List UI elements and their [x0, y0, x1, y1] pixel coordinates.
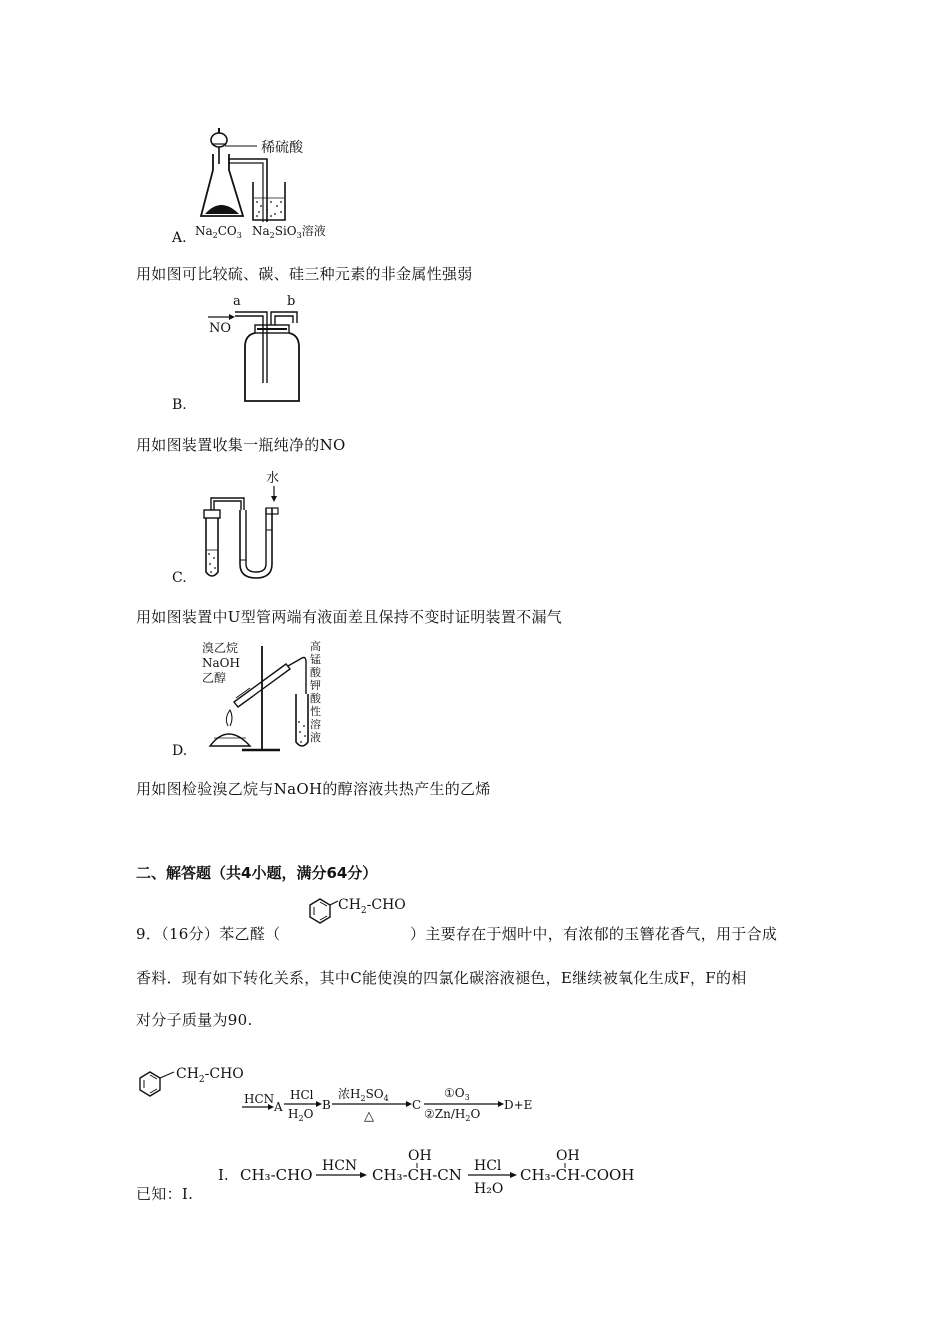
- option-a-text: 用如图可比较硫、碳、硅三种元素的非金属性强弱: [136, 265, 473, 283]
- alcohol-lamp: [210, 734, 250, 746]
- svg-text:乙醇: 乙醇: [202, 671, 227, 685]
- option-b-letter: B.: [172, 397, 187, 413]
- svg-text:NaOH: NaOH: [202, 656, 240, 670]
- svg-text:C: C: [412, 1098, 422, 1112]
- svg-text:CH₃-CH-COOH: CH₃-CH-COOH: [520, 1166, 635, 1184]
- svg-text:△: △: [364, 1109, 374, 1124]
- svg-text:锰: 锰: [310, 653, 321, 666]
- svg-text:水: 水: [266, 471, 280, 486]
- svg-text:CH₃-CHO: CH₃-CHO: [240, 1166, 313, 1184]
- svg-text:HCN: HCN: [244, 1092, 275, 1106]
- svg-text:溶: 溶: [310, 718, 321, 731]
- svg-text:HCN: HCN: [322, 1158, 358, 1174]
- figure-c-apparatus: [198, 468, 298, 582]
- figure-b-apparatus: [205, 295, 305, 407]
- svg-text:b: b: [287, 295, 296, 309]
- flask-reagent: $Na_2CO_3$: [195, 224, 242, 240]
- svg-text:OH: OH: [408, 1148, 432, 1164]
- svg-text:②Zn/H2O: ②Zn/$H_2O$: [424, 1107, 481, 1123]
- svg-text:酸: 酸: [310, 666, 321, 679]
- svg-text:溴乙烷: 溴乙烷: [202, 641, 239, 655]
- svg-text:A: A: [274, 1100, 283, 1114]
- svg-text:D+E: D+E: [504, 1098, 533, 1112]
- svg-text:CH2-CHO: $CH_2$-CHO: [176, 1066, 244, 1085]
- svg-text:H₂O: H₂O: [474, 1181, 504, 1197]
- q9-line2: 香料．现有如下转化关系，其中C能使溴的四氯化碳溶液褪色，E继续被氧化生成F，F的相: [136, 969, 747, 987]
- svg-text:a: a: [233, 295, 241, 309]
- collection-tube: [296, 694, 308, 746]
- section-heading: 二、解答题（共4小题，满分64分）: [136, 864, 378, 882]
- beaker: [253, 182, 285, 220]
- option-d-letter: D.: [172, 743, 188, 759]
- svg-text:性: 性: [310, 705, 321, 718]
- reagent-label: 稀硫酸: [261, 140, 303, 156]
- svg-text:I.: I.: [218, 1166, 229, 1184]
- option-d-text: 用如图检验溴乙烷与NaOH的醇溶液共热产生的乙烯: [136, 780, 491, 798]
- known-prefix: 已知：Ⅰ.: [136, 1185, 194, 1203]
- svg-text:①O3: $①O_3$: [444, 1086, 470, 1102]
- svg-text:HCl: HCl: [290, 1088, 314, 1102]
- gas-bottle: [245, 333, 299, 401]
- svg-text:B: B: [322, 1098, 331, 1112]
- svg-text:H2O: $H_2O$: [288, 1107, 314, 1123]
- q9-line1-part2: ）主要存在于烟叶中，有浓郁的玉簪花香气，用于合成: [410, 925, 778, 943]
- phenylacetaldehyde-structure: [298, 893, 414, 937]
- option-a-letter: A.: [172, 230, 187, 246]
- svg-text:CH₃-CH-CN: CH₃-CH-CN: [372, 1166, 462, 1184]
- q9-line1-part1: 9．（16分）苯乙醛（: [136, 925, 281, 943]
- svg-text:NO: NO: [209, 321, 232, 336]
- test-tube: [206, 518, 218, 576]
- figure-a-apparatus: [195, 124, 345, 242]
- q9-line3: 对分子质量为90.: [136, 1011, 253, 1029]
- beaker-reagent: $Na_2SiO_3$溶液: [252, 224, 326, 240]
- svg-text:浓H2SO4: 浓$H_2SO_4$: [338, 1087, 389, 1103]
- svg-text:酸: 酸: [310, 692, 321, 705]
- svg-text:CH2-CHO: $CH_2$-CHO: [338, 897, 406, 916]
- option-b-text: 用如图装置收集一瓶纯净的NO: [136, 436, 346, 454]
- svg-text:钾: 钾: [310, 679, 321, 692]
- known-reaction: [212, 1146, 642, 1198]
- reaction-scheme: [132, 1060, 552, 1126]
- option-c-text: 用如图装置中U型管两端有液面差且保持不变时证明装置不漏气: [136, 608, 563, 626]
- figure-d-apparatus: [198, 638, 328, 756]
- svg-text:OH: OH: [556, 1148, 580, 1164]
- svg-text:HCl: HCl: [474, 1158, 502, 1174]
- funnel-bulb: [211, 133, 227, 147]
- svg-text:液: 液: [310, 731, 321, 744]
- svg-text:高: 高: [310, 640, 321, 653]
- option-c-letter: C.: [172, 570, 187, 586]
- u-tube: [240, 508, 272, 578]
